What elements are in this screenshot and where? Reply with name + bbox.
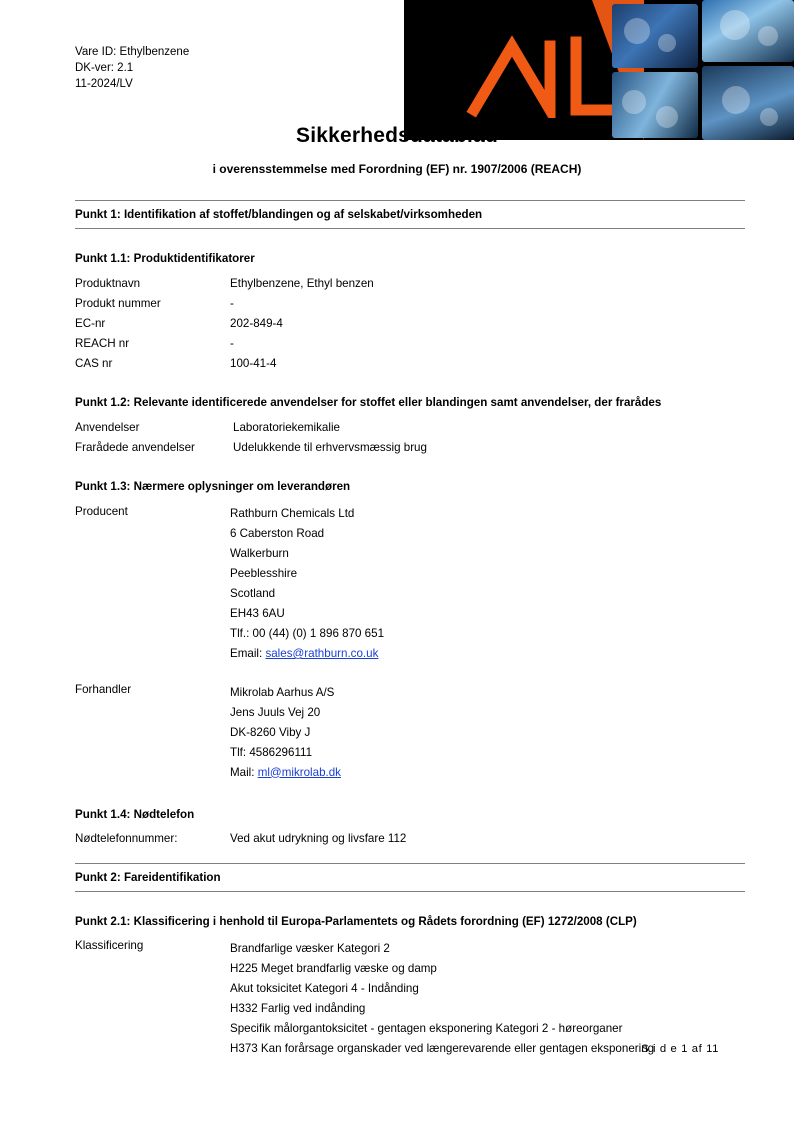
list-item: Brandfarlige væsker Kategori 2	[230, 941, 390, 955]
page-title: Sikkerhedsdatablad	[295, 124, 498, 147]
list-item: H332 Farlig ved indånding	[230, 1001, 366, 1015]
address-line: Walkerburn	[230, 547, 289, 560]
section-2-heading: Punkt 2: Fareidentifikation	[75, 863, 745, 892]
table-row	[75, 936, 745, 1061]
lab-photo-2	[702, 0, 794, 62]
row-key: Anvendelser	[75, 420, 140, 434]
row-value: 202-849-4	[230, 316, 283, 330]
table-row	[75, 313, 745, 333]
page-footer: S i d e 1 af 11	[641, 1043, 719, 1055]
section-1-3-heading: Punkt 1.3: Nærmere oplysninger om leverandøren	[75, 480, 351, 493]
row-key: Produktnavn	[75, 276, 141, 290]
producer-address	[230, 501, 745, 666]
page-subtitle: i overensstemmelse med Forordning (EF) nr. 1907/2006 (REACH)	[212, 162, 582, 176]
producer-email-link[interactable]: sales@rathburn.co.uk	[265, 647, 379, 660]
producer-label: Producent	[75, 504, 128, 518]
row-value: 100-41-4	[230, 356, 277, 370]
dealer-email-link[interactable]: ml@mikrolab.dk	[257, 765, 341, 779]
row-value: -	[230, 336, 234, 350]
table-row	[75, 437, 745, 457]
product-identifiers-table	[75, 273, 745, 373]
producer-email-line	[230, 644, 745, 664]
row-key: CAS nr	[75, 356, 113, 370]
document-body	[75, 200, 745, 1061]
meta-date: 11-2024/LV	[75, 78, 133, 90]
section-1-1-heading: Punkt 1.1: Produktidentifikatorer	[75, 252, 255, 265]
table-row	[75, 666, 745, 785]
lab-photo-cluster	[604, 0, 794, 140]
table-row	[75, 273, 745, 293]
section-1-2-heading: Punkt 1.2: Relevante identificerede anvendelser for stoffet eller blandingen samt anvendelser, der frarådes	[75, 396, 662, 409]
uses-table	[75, 417, 745, 457]
table-row	[75, 829, 745, 849]
emergency-phone-table	[75, 829, 745, 849]
address-line: Rathburn Chemicals Ltd	[230, 507, 355, 520]
dealer-address	[230, 666, 745, 785]
lab-photo-1	[612, 4, 698, 68]
table-row	[75, 333, 745, 353]
address-line: Scotland	[230, 587, 276, 600]
table-row	[75, 417, 745, 437]
address-line: Mikrolab Aarhus A/S	[230, 685, 335, 699]
row-key: Nødtelefonnummer:	[75, 832, 178, 845]
table-row	[75, 501, 745, 666]
classification-list	[230, 938, 745, 1058]
list-item: H225 Meget brandfarlig væske og damp	[230, 961, 437, 975]
classification-values	[230, 936, 745, 1061]
table-row	[75, 353, 745, 373]
address-line: Jens Juuls Vej 20	[230, 705, 321, 719]
company-logo-banner	[404, 0, 794, 140]
address-line: 6 Caberston Road	[230, 527, 325, 540]
row-value: Laboratoriekemikalie	[233, 420, 340, 434]
address-line: Tlf: 4586296111	[230, 745, 313, 759]
supplier-table	[75, 501, 745, 785]
email-label: Mail:	[230, 765, 258, 779]
meta-product-id: Vare ID: Ethylbenzene	[75, 46, 190, 58]
meta-version: DK-ver: 2.1	[75, 62, 134, 74]
row-key: EC-nr	[75, 316, 106, 330]
table-row	[75, 293, 745, 313]
document-meta	[75, 44, 189, 92]
address-line: Tlf.: 00 (44) (0) 1 896 870 651	[230, 627, 385, 640]
row-value: -	[230, 296, 234, 310]
row-value: Ved akut udrykning og livsfare 112	[230, 832, 407, 845]
section-1-heading: Punkt 1: Identifikation af stoffet/blandingen og af selskabet/virksomheden	[75, 200, 745, 229]
address-line: EH43 6AU	[230, 607, 285, 620]
row-key: REACH nr	[75, 336, 130, 350]
dealer-label: Forhandler	[75, 683, 132, 696]
email-label: Email:	[230, 647, 266, 660]
list-item: Akut toksicitet Kategori 4 - Indånding	[230, 981, 419, 995]
address-line: DK-8260 Viby J	[230, 725, 311, 739]
row-value: Ethylbenzene, Ethyl benzen	[230, 276, 374, 290]
list-item: Specifik målorgantoksicitet - gentagen eksponering Kategori 2 - høreorganer	[230, 1021, 623, 1035]
address-line: Peeblesshire	[230, 567, 298, 580]
section-1-4-heading: Punkt 1.4: Nødtelefon	[75, 807, 195, 821]
list-item: H373 Kan forårsage organskader ved længerevarende eller gentagen eksponering	[230, 1041, 655, 1055]
section-2-1-heading: Punkt 2.1: Klassificering i henhold til Europa-Parlamentets og Rådets forordning (EF) 1272/2008 (CLP)	[75, 914, 637, 928]
dealer-email-line	[230, 762, 745, 782]
classification-table	[75, 936, 745, 1061]
row-key: Frarådede anvendelser	[75, 440, 195, 454]
row-value: Udelukkende til erhvervsmæssig brug	[233, 440, 427, 454]
row-key: Produkt nummer	[75, 296, 161, 310]
classification-label: Klassificering	[75, 939, 144, 952]
